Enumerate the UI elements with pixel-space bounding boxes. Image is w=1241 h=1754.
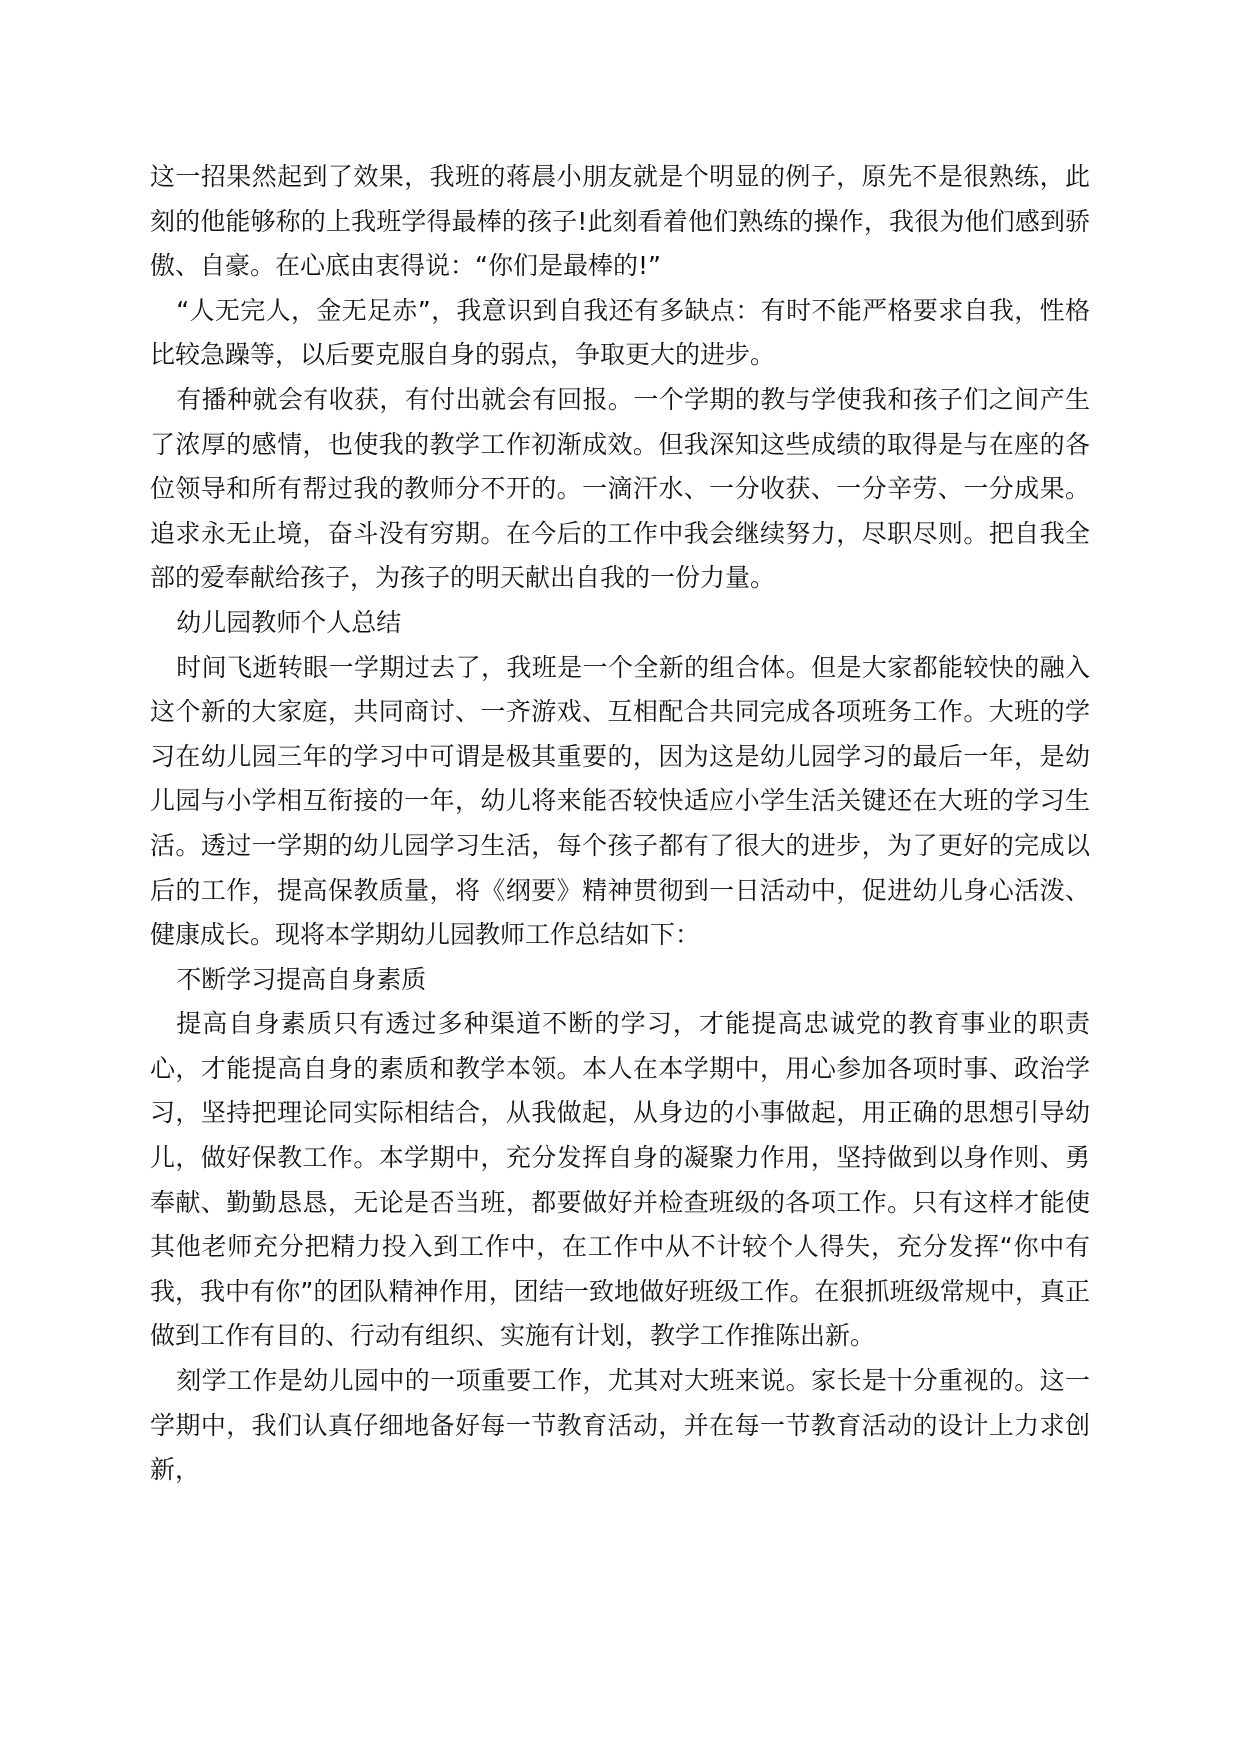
paragraph-introduction: 时间飞逝转眼一学期过去了，我班是一个全新的组合体。但是大家都能较快的融入这个新的大家庭，共同商讨、一齐游戏、互相配合共同完成各项班务工作。大班的学习在幼儿园三年的学习中可谓是极其重要的，因为这是幼儿园学习的最后一年，是幼儿园与小学相互衔接的一年，幼儿将来能否较快适应小学生活关键还在大班的学习生活。透过一学期的幼儿园学习生活，每个孩子都有了很大的进步，为了更好的完成以后的工作，提高保教质量，将《纲要》精神贯彻到一日活动中，促进幼儿身心活泼、健康成长。现将本学期幼儿园教师工作总结如下： xyxy=(150,652,1090,950)
paragraph-teaching-work: 刻学工作是幼儿园中的一项重要工作，尤其对大班来说。家长是十分重视的。这一学期中，我们认真仔细地备好每一节教育活动，并在每一节教育活动的设计上力求创新， xyxy=(150,1366,1090,1485)
paragraph-continuation: 这一招果然起到了效果，我班的蒋晨小朋友就是个明显的例子，原先不是很熟练，此刻的他能够称的上我班学得最棒的孩子!此刻看着他们熟练的操作，我很为他们感到骄傲、自豪。在心底由衷得说：“你们是最棒的!” xyxy=(150,162,1090,281)
section-title-summary: 幼儿园教师个人总结 xyxy=(176,607,402,637)
paragraph-self-improvement: 提高自身素质只有透过多种渠道不断的学习，才能提高忠诚党的教育事业的职责心，才能提高自身的素质和教学本领。本人在本学期中，用心参加各项时事、政治学习，坚持把理论同实际相结合，从我做起，从身边的小事做起，用正确的思想引导幼儿，做好保教工作。本学期中，充分发挥自身的凝聚力作用，坚持做到以身作则、勇奉献、勤勤恳恳，无论是否当班，都要做好并检查班级的各项工作。只有这样才能使其他老师充分把精力投入到工作中，在工作中从不计较个人得失，充分发挥“你中有我，我中有你”的团队精神作用，团结一致地做好班级工作。在狠抓班级常规中，真正做到工作有目的、行动有组织、实施有计划，教学工作推陈出新。 xyxy=(150,1009,1090,1351)
section-title-learning: 不断学习提高自身素质 xyxy=(176,964,427,994)
document-body xyxy=(150,155,1090,1493)
paragraph-self-reflection: “人无完人，金无足赤”，我意识到自我还有多缺点：有时不能严格要求自我，性格比较急躁等，以后要克服自身的弱点，争取更大的进步。 xyxy=(150,295,1090,370)
paragraph-harvest: 有播种就会有收获，有付出就会有回报。一个学期的教与学使我和孩子们之间产生了浓厚的感情，也使我的教学工作初渐成效。但我深知这些成绩的取得是与在座的各位领导和所有帮过我的教师分不开的。一滴汗水、一分收获、一分辛劳、一分成果。追求永无止境，奋斗没有穷期。在今后的工作中我会继续努力，尽职尽则。把自我全部的爱奉献给孩子，为孩子的明天献出自我的一份力量。 xyxy=(150,384,1090,593)
